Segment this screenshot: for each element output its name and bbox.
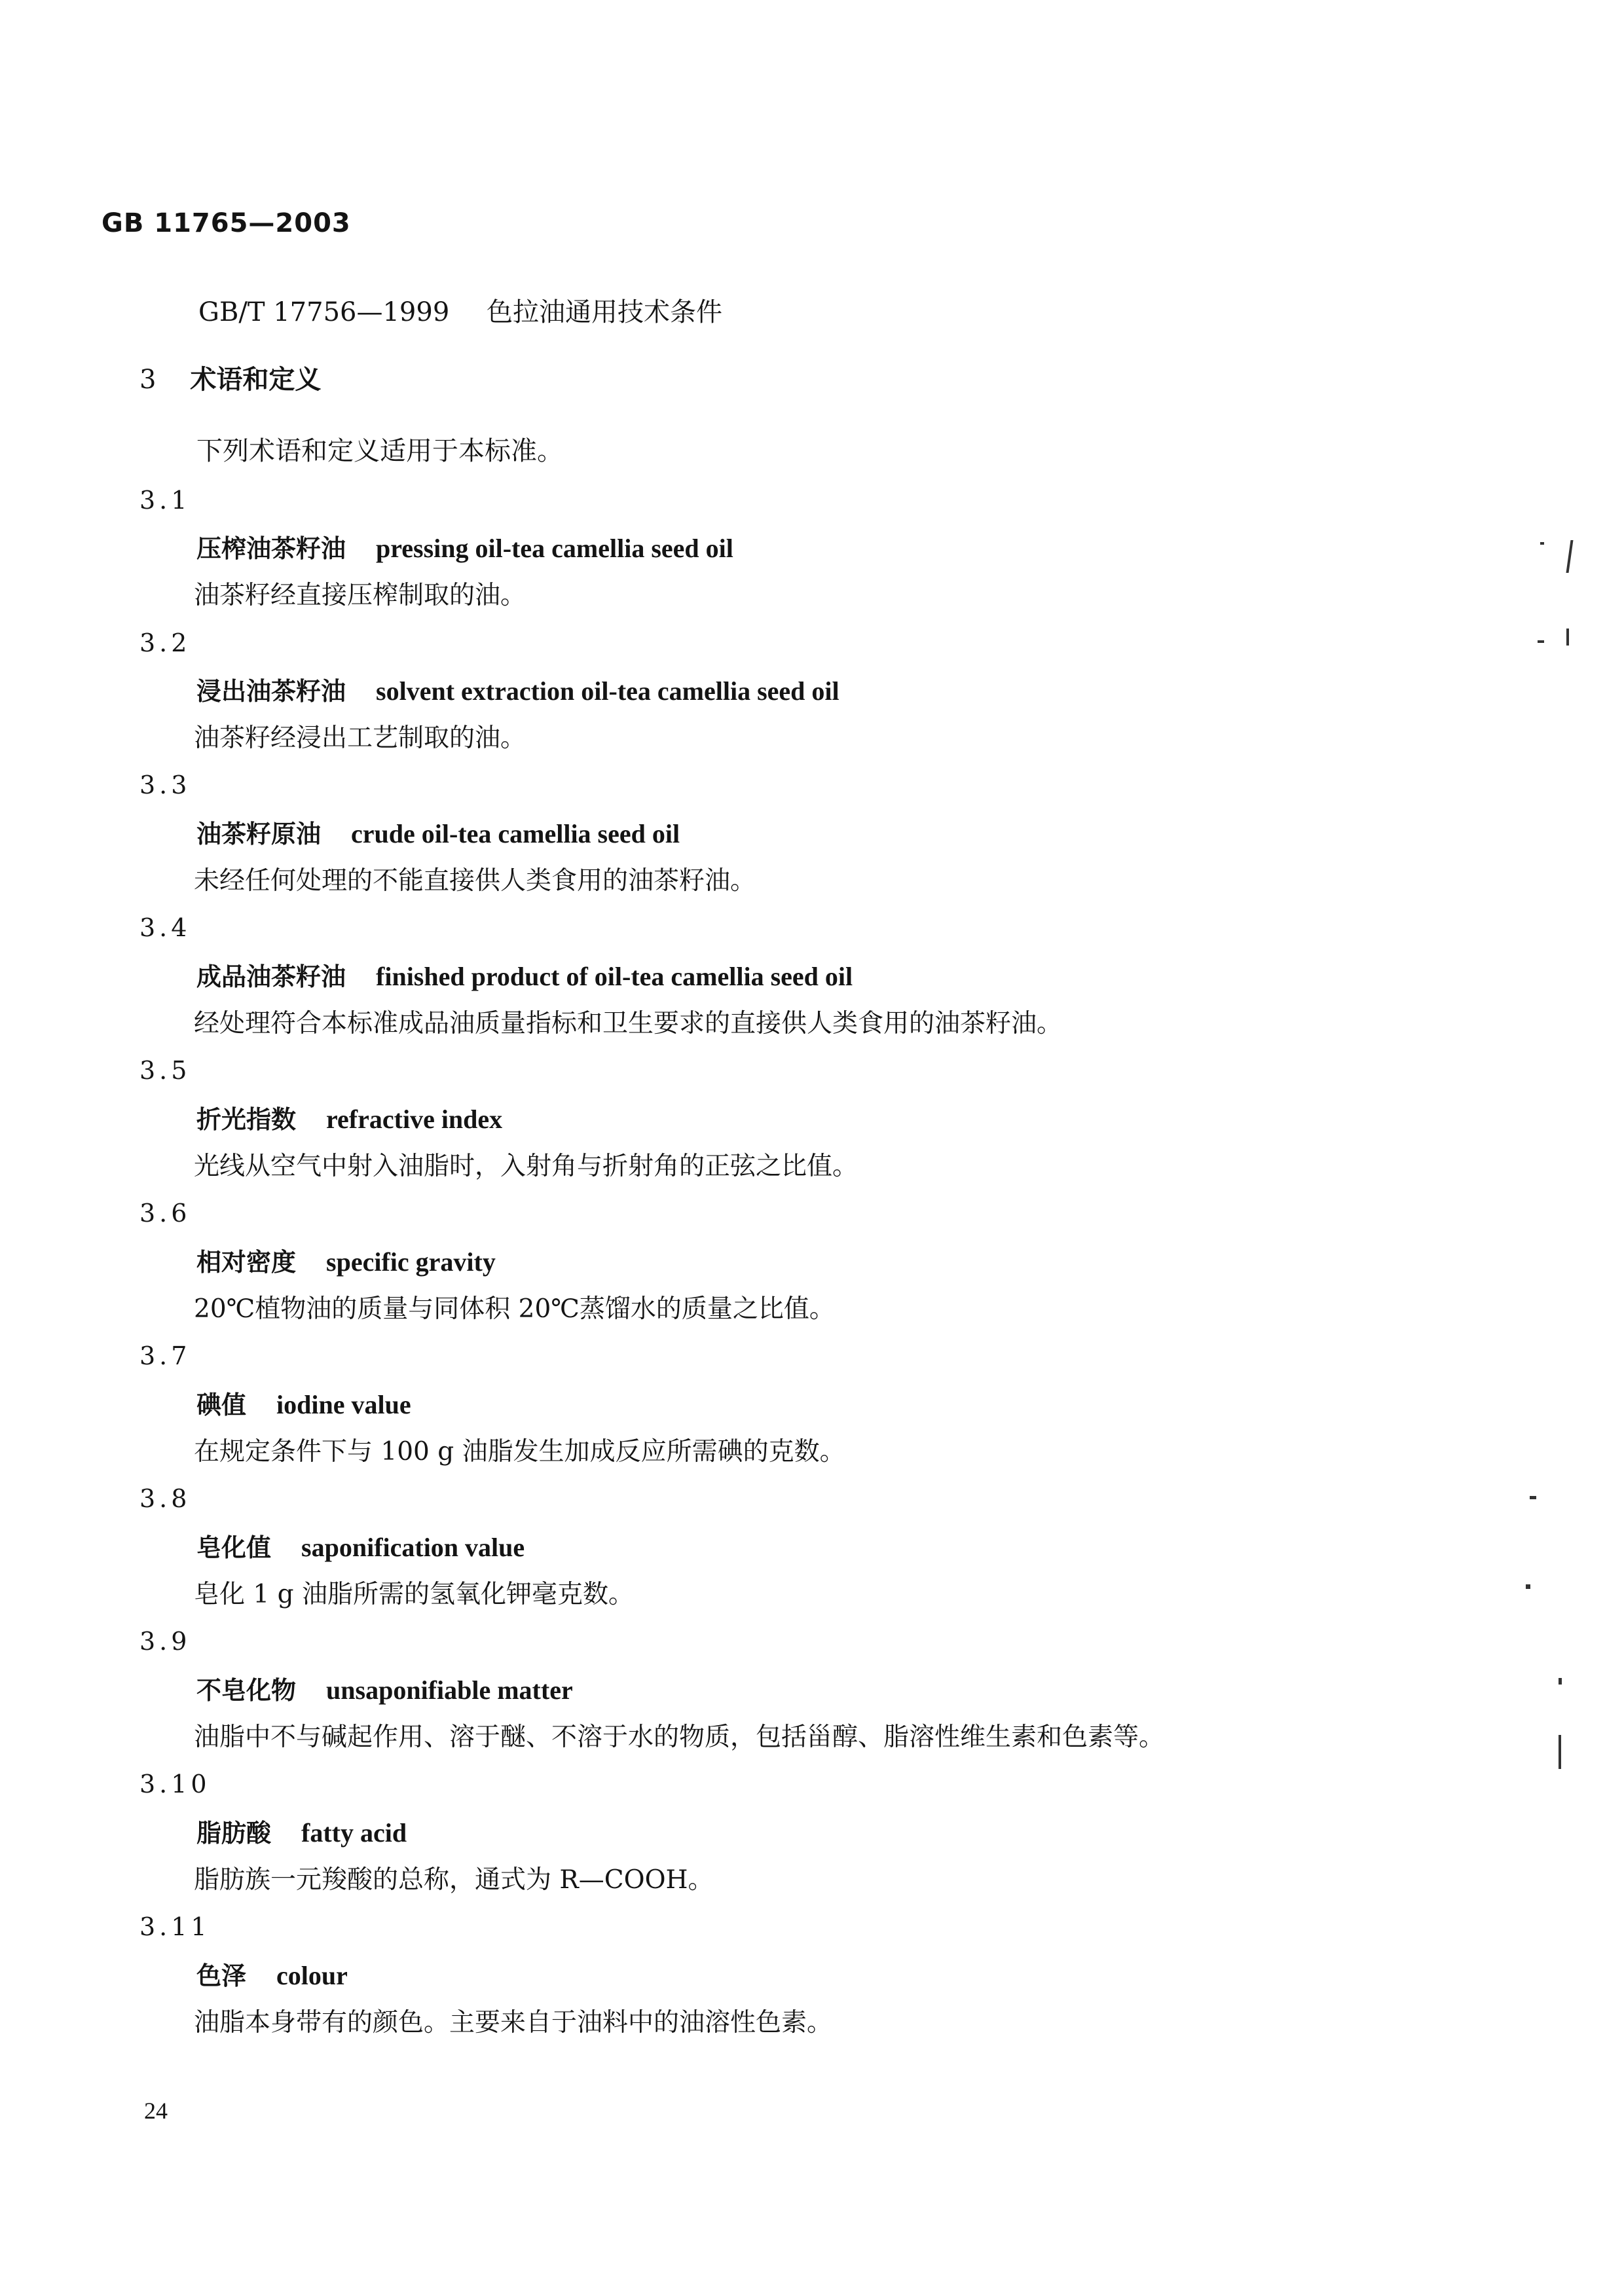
term-chinese: 油茶籽原油 [196,820,322,848]
term-definition: 油茶籽经浸出工艺制取的油。 [194,723,526,753]
term-title [196,1099,502,1135]
term-chinese: 脂肪酸 [196,1819,272,1848]
scan-speck [1559,1678,1562,1685]
standard-code: GB 11765—2003 [101,208,351,238]
term-number: 3.9 [139,1627,191,1656]
term-number: 3.6 [139,1199,191,1228]
term-definition: 脂肪族一元羧酸的总称，通式为 R—COOH。 [194,1865,714,1895]
term-number: 3.11 [139,1912,211,1941]
term-number: 3.3 [139,771,191,799]
term-title [196,671,840,707]
term-english: pressing oil-tea camellia seed oil [376,534,733,563]
term-chinese: 皂化值 [196,1533,272,1562]
term-number: 3.2 [139,629,191,657]
term-definition: 20℃植物油的质量与同体积 20℃蒸馏水的质量之比值。 [194,1294,835,1324]
scan-speck [1526,1584,1530,1589]
term-chinese: 色泽 [196,1961,247,1990]
scan-speck [1530,1496,1536,1499]
term-chinese: 折光指数 [196,1105,297,1134]
term-english: fatty acid [301,1818,407,1848]
term-definition: 油脂本身带有的颜色。主要来自于油料中的油溶性色素。 [194,2008,833,2037]
term-english: finished product of oil-tea camellia seed oil [376,962,853,991]
reference-code: GB/T 17756—1999 [198,297,450,327]
term-title [196,1956,348,1992]
reference-title: 色拉油通用技术条件 [486,297,722,327]
term-title [196,1527,525,1563]
section-number: 3 [139,365,157,395]
term-title [196,528,733,564]
term-chinese: 浸出油茶籽油 [196,677,346,706]
term-number: 3.1 [139,486,191,515]
term-number: 3.4 [139,913,191,942]
term-definition: 皂化 1 g 油脂所需的氢氧化钾毫克数。 [194,1580,634,1609]
term-number: 3.7 [139,1341,191,1370]
term-chinese: 不皂化物 [196,1676,297,1705]
scan-speck [1566,629,1569,646]
term-chinese: 压榨油茶籽油 [196,534,346,563]
scan-speck [1540,542,1544,545]
normative-reference [198,291,722,329]
term-title [196,814,680,850]
term-definition: 未经任何处理的不能直接供人类食用的油茶籽油。 [194,866,756,896]
scan-speck [1538,640,1544,643]
term-chinese: 成品油茶籽油 [196,962,346,991]
scan-speck [1559,1735,1561,1769]
term-title [196,1813,407,1849]
term-english: crude oil-tea camellia seed oil [351,819,680,848]
page-number: 24 [144,2098,168,2124]
term-english: specific gravity [326,1247,496,1277]
section-heading [139,359,321,396]
term-english: colour [276,1961,348,1990]
term-number: 3.10 [139,1770,211,1798]
term-title [196,1670,573,1706]
section-intro: 下列术语和定义适用于本标准。 [196,436,563,466]
scan-speck [1566,540,1573,573]
term-definition: 油脂中不与碱起作用、溶于醚、不溶于水的物质，包括甾醇、脂溶性维生素和色素等。 [194,1722,1165,1752]
term-english: iodine value [276,1390,411,1419]
term-english: unsaponifiable matter [326,1675,573,1705]
term-english: saponification value [301,1533,525,1562]
term-number: 3.5 [139,1056,191,1085]
term-number: 3.8 [139,1484,191,1513]
term-english: solvent extraction oil-tea camellia seed oil [376,676,840,706]
section-title: 术语和定义 [190,365,322,395]
term-definition: 经处理符合本标准成品油质量指标和卫生要求的直接供人类食用的油茶籽油。 [194,1009,1063,1038]
term-title [196,1242,496,1278]
term-chinese: 碘值 [196,1391,247,1419]
term-definition: 在规定条件下与 100 g 油脂发生加成反应所需碘的克数。 [194,1437,845,1467]
term-title [196,1385,411,1421]
term-english: refractive index [326,1104,503,1134]
term-title [196,957,853,993]
term-chinese: 相对密度 [196,1248,297,1277]
term-definition: 油茶籽经直接压榨制取的油。 [194,581,526,610]
term-definition: 光线从空气中射入油脂时，入射角与折射角的正弦之比值。 [194,1152,858,1181]
